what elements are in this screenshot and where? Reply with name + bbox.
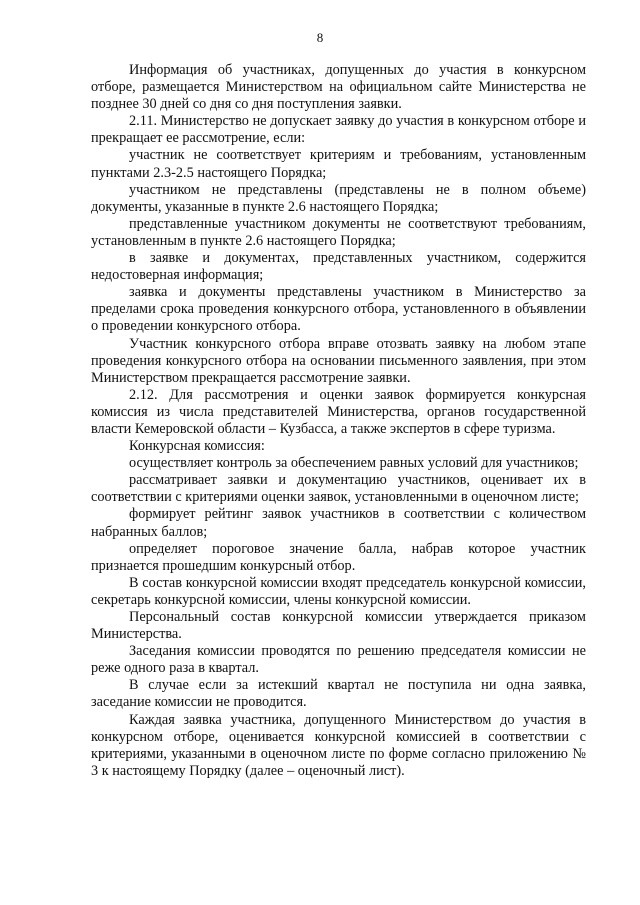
paragraph-no-meeting: В случае если за истекший квартал не поступила ни одна заявка, заседание комиссии не проводится. xyxy=(91,677,586,711)
paragraph-evaluation: Каждая заявка участника, допущенного Министерством до участия в конкурсном отборе, оценивается конкурсной комиссией в соответствии с критериями, указанными в оценочном листе по форме согласно приложению № 3 к настоящему Порядку (далее – оценочный лист). xyxy=(91,711,586,779)
paragraph-commission-review: рассматривает заявки и документацию участников, оценивает их в соответствии с критериями оценки заявок, установленными в оценочном листе; xyxy=(91,472,586,506)
paragraph-commission-rating: формирует рейтинг заявок участников в соответствии с количеством набранных баллов; xyxy=(91,506,586,540)
paragraph-commission-threshold: определяет пороговое значение балла, набрав которое участник признается прошедшим конкурсный отбор. xyxy=(91,540,586,574)
paragraph-commission-heading: Конкурсная комиссия: xyxy=(129,438,265,455)
paragraph-participants-info: Информация об участниках, допущенных до участия в конкурсном отборе, размещается Министерством на официальном сайте Министерства не позднее 30 дней со дня со дня поступления заявки. xyxy=(91,62,586,113)
paragraph-commission-composition: В состав конкурсной комиссии входят председатель конкурсной комиссии, секретарь конкурсной комиссии, члены конкурсной комиссии. xyxy=(91,574,586,608)
paragraph-commission-control: осуществляет контроль за обеспечением равных условий для участников; xyxy=(129,455,579,472)
paragraph-false-information: в заявке и документах, представленных участником, содержится недостоверная информация; xyxy=(91,250,586,284)
paragraph-withdrawal: Участник конкурсного отбора вправе отозвать заявку на любом этапе проведения конкурсного отбора на основании письменного заявления, при этом Министерством прекращается рассмотрение заявки. xyxy=(91,335,586,386)
paragraph-clause-2-11: 2.11. Министерство не допускает заявку до участия в конкурсном отборе и прекращает ее рассмотрение, если: xyxy=(91,113,586,147)
paragraph-documents-noncompliant: представленные участником документы не соответствуют требованиям, установленным в пункте 2.6 настоящего Порядка; xyxy=(91,215,586,249)
paragraph-clause-2-12: 2.12. Для рассмотрения и оценки заявок формируется конкурсная комиссия из числа представителей Министерства, органов государственной власти Кемеровской области – Кузбасса, а также экспертов в сфере туризма. xyxy=(91,386,586,437)
paragraph-commission-approval: Персональный состав конкурсной комиссии утверждается приказом Министерства. xyxy=(91,609,586,643)
page-number: 8 xyxy=(316,30,324,45)
paragraph-meetings: Заседания комиссии проводятся по решению председателя комиссии не реже одного раза в квартал. xyxy=(91,643,586,677)
paragraph-late-submission: заявка и документы представлены участником в Министерство за пределами срока проведения конкурсного отбора, установленного в объявлении о проведении конкурсного отбора. xyxy=(91,284,586,335)
paragraph-criteria-mismatch: участник не соответствует критериям и требованиям, установленным пунктами 2.3-2.5 настоящего Порядка; xyxy=(91,147,586,181)
document-body xyxy=(91,62,586,780)
paragraph-documents-missing: участником не представлены (представлены не в полном объеме) документы, указанные в пункте 2.6 настоящего Порядка; xyxy=(91,181,586,215)
